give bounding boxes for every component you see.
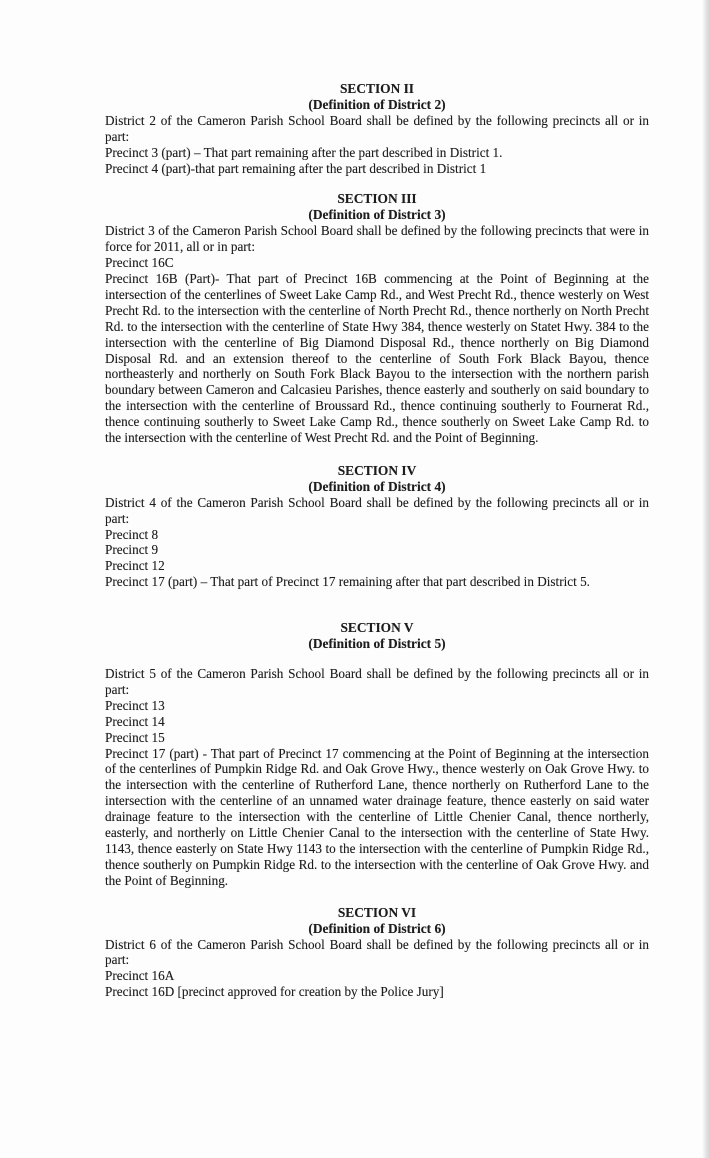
- text-line: Precinct 17 (part) – That part of Precinct 17 remaining after that part described in District 5.: [105, 574, 590, 590]
- document-content: [105, 0, 649, 1000]
- text-line: Precinct 16D [precinct approved for creation by the Police Jury]: [105, 984, 444, 1000]
- section-iii: [105, 191, 649, 446]
- section-heading: SECTION III: [337, 191, 417, 207]
- section-body: [105, 223, 649, 446]
- section-body: [105, 113, 649, 177]
- section-subheading: (Definition of District 5): [308, 636, 446, 652]
- paragraph-justified: District 3 of the Cameron Parish School Board shall be defined by the following precincts that were in force for 2011, all or in part:: [105, 223, 649, 255]
- paragraph-justified: District 6 of the Cameron Parish School Board shall be defined by the following precincts all or in part:: [105, 936, 649, 968]
- text-line: Precinct 8: [105, 526, 159, 542]
- text-line: Precinct 12: [105, 558, 165, 574]
- section-vi: [105, 905, 649, 1000]
- section-heading: SECTION IV: [337, 462, 417, 478]
- section-heading: SECTION V: [340, 620, 414, 636]
- scan-edge-shadow: [702, 0, 709, 1158]
- section-subheading: (Definition of District 6): [308, 920, 446, 936]
- section-subheading: (Definition of District 2): [308, 96, 446, 112]
- text-line: Precinct 15: [105, 729, 165, 745]
- section-iv: [105, 463, 649, 590]
- paragraph-justified: District 4 of the Cameron Parish School Board shall be defined by the following precincts all or in part:: [105, 494, 649, 526]
- paragraph-justified: District 2 of the Cameron Parish School Board shall be defined by the following precincts all or in part:: [105, 112, 649, 144]
- text-line: Precinct 16C: [105, 255, 174, 271]
- section-v: [105, 620, 649, 889]
- paragraph-justified: District 5 of the Cameron Parish School Board shall be defined by the following precincts all or in part:: [105, 666, 649, 697]
- paragraph-justified: Precinct 17 (part) - That part of Precinct 17 commencing at the Point of Beginning at the intersection of the centerlines of Pumpkin Ridge Rd. and Oak Grove Hwy., thence westerly on Oak Grove Hwy. to the intersection with the centerline of Rutherford Lane, thence northerly on Rutherford Lane to the intersection with the centerline of an unnamed water drainage feature, thence easterly on said water drainage feature to the intersection with the centerline of Little Chenier Canal, thence northerly, easterly, and northerly on Little Chenier Canal to the intersection with the centerline of State Hwy. 1143, thence easterly on State Hwy 1143 to the intersection with the centerline of Pumpkin Ridge Rd., thence southerly on Pumpkin Ridge Rd. to the intersection with the centerline of Oak Grove Hwy. and the Point of Beginning.: [105, 745, 649, 888]
- section-body: [105, 937, 649, 1001]
- text-line: Precinct 14: [105, 713, 165, 729]
- section-subheading: (Definition of District 3): [308, 207, 446, 223]
- section-ii: [105, 81, 649, 176]
- text-line: Precinct 3 (part) – That part remaining after the part described in District 1.: [105, 144, 503, 160]
- section-subheading: (Definition of District 4): [308, 478, 446, 494]
- section-body: [105, 495, 649, 590]
- text-line: Precinct 13: [105, 697, 165, 713]
- section-body: [105, 666, 649, 889]
- text-line: Precinct 9: [105, 542, 159, 558]
- section-heading: SECTION VI: [337, 904, 417, 920]
- paragraph-justified: Precinct 16B (Part)- That part of Precinct 16B commencing at the Point of Beginning at the intersection of the centerlines of Sweet Lake Camp Rd., and West Precht Rd., thence westerly on West Precht Rd. to the intersection with the centerline of North Precht Rd., thence northerly on North Precht Rd. to the intersection with the centerline of State Hwy 384, thence westerly on Statet Hwy. 384 to the intersection with the centerline of Big Diamond Disposal Rd., thence northerly on Big Diamond Disposal Rd. and an extension thereof to the centerline of South Fork Black Bayou, thence northeasterly and northerly on South Fork Black Bayou to the intersection with the northern parish boundary between Cameron and Calcasieu Parishes, thence easterly and southerly on said boundary to the intersection with the centerline of Broussard Rd., thence continuing southerly to Fournerat Rd., thence continuing southerly to Sweet Lake Camp Rd., thence southerly on Sweet Lake Camp Rd. to the intersection with the centerline of West Precht Rd. and the Point of Beginning.: [105, 270, 649, 446]
- section-heading: SECTION II: [339, 81, 415, 96]
- text-line: Precinct 4 (part)-that part remaining after the part described in District 1: [105, 160, 487, 176]
- text-line: Precinct 16A: [105, 968, 175, 984]
